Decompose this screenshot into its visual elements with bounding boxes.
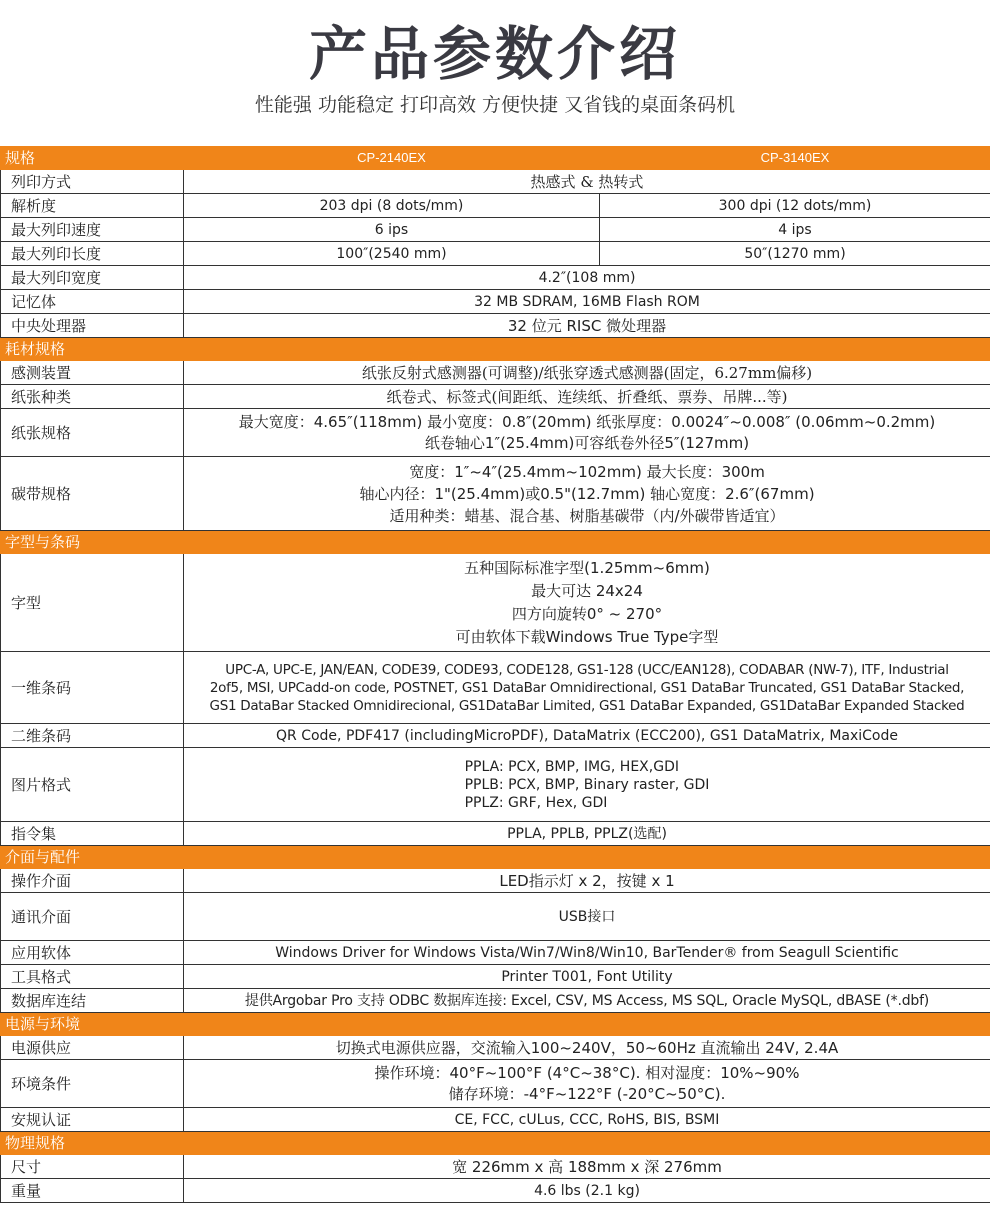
row-label: 记忆体 [1, 290, 184, 314]
section-header-fonts [1, 531, 990, 554]
row-label: 列印方式 [1, 170, 184, 194]
table-row [1, 1036, 990, 1060]
row-label: 最大列印长度 [1, 242, 184, 266]
row-value [184, 1060, 990, 1108]
row-value: 纸张反射式感测器(可调整)/纸张穿透式感测器(固定，6.27mm偏移) [184, 361, 990, 385]
row-label: 安规认证 [1, 1108, 184, 1132]
row-value: 4.6 lbs (2.1 kg) [184, 1179, 990, 1203]
table-row [1, 1060, 990, 1108]
section-title: 介面与配件 [1, 846, 990, 869]
row-value: QR Code, PDF417 (includingMicroPDF), DataMatrix (ECC200), GS1 DataMatrix, MaxiCode [184, 724, 990, 748]
table-row [1, 170, 990, 194]
header-model-b: CP-3140EX [600, 147, 990, 170]
row-line: 适用种类：蜡基、混合基、树脂基碳带（内/外碳带皆适宜） [389, 506, 785, 525]
table-row [1, 748, 990, 822]
row-label: 二维条码 [1, 724, 184, 748]
section-title: 耗材规格 [1, 338, 990, 361]
row-value [184, 457, 990, 531]
table-row [1, 242, 990, 266]
row-line: 操作环境：40°F~100°F (4°C~38°C). 相对湿度：10%~90% [374, 1063, 800, 1082]
row-value: 热感式 & 热转式 [184, 170, 990, 194]
page-subtitle: 性能强 功能稳定 打印高效 方便快捷 又省钱的桌面条码机 [254, 94, 736, 116]
table-row [1, 652, 990, 724]
table-row [1, 194, 990, 218]
row-line: PPLZ: GRF, Hex, GDI [464, 794, 608, 811]
row-label: 感测装置 [1, 361, 184, 385]
row-value: USB接口 [184, 893, 990, 941]
row-label: 指令集 [1, 822, 184, 846]
row-value: LED指示灯 x 2，按键 x 1 [184, 869, 990, 893]
section-header-physical [1, 1132, 990, 1155]
row-value-b: 50″(1270 mm) [600, 242, 990, 266]
row-value: Windows Driver for Windows Vista/Win7/Win8/Win10, BarTender® from Seagull Scientific [184, 941, 990, 965]
header-model-a: CP-2140EX [184, 147, 600, 170]
table-row [1, 457, 990, 531]
row-line: 轴心内径：1"(25.4mm)或0.5"(12.7mm) 轴心宽度：2.6″(67mm) [359, 484, 815, 503]
row-value [184, 748, 990, 822]
row-value-a: 203 dpi (8 dots/mm) [184, 194, 600, 218]
row-line: 宽度：1″~4″(25.4mm~102mm) 最大长度：300m [409, 462, 765, 481]
row-line: 储存环境：-4°F~122°F (-20°C~50°C). [448, 1084, 726, 1103]
row-label: 工具格式 [1, 965, 184, 989]
table-row [1, 724, 990, 748]
row-line: GS1 DataBar Stacked Omnidirecional, GS1DataBar Limited, GS1 DataBar Expanded, GS1DataBar Expanded Stacked [209, 697, 965, 714]
row-value [184, 652, 990, 724]
row-value [184, 554, 990, 652]
row-line: 2of5, MSI, UPCadd-on code, POSTNET, GS1 DataBar Omnidirectional, GS1 DataBar Truncated, GS1 DataBar Stacked, [209, 679, 965, 696]
row-label: 字型 [1, 554, 184, 652]
row-line: 四方向旋转0° ~ 270° [511, 604, 663, 623]
table-row [1, 941, 990, 965]
row-value-a: 100″(2540 mm) [184, 242, 600, 266]
row-line: UPC-A, UPC-E, JAN/EAN, CODE39, CODE93, CODE128, GS1-128 (UCC/EAN128), CODABAR (NW-7), ITF, Industrial [225, 661, 949, 678]
table-row [1, 893, 990, 941]
row-label: 操作介面 [1, 869, 184, 893]
table-row [1, 965, 990, 989]
row-label: 纸张种类 [1, 385, 184, 409]
row-value-a: 6 ips [184, 218, 600, 242]
row-line: 可由软体下载Windows True Type字型 [455, 627, 719, 646]
row-value: 切换式电源供应器，交流输入100~240V，50~60Hz 直流输出 24V, 2.4A [184, 1036, 990, 1060]
row-label: 最大列印宽度 [1, 266, 184, 290]
table-row [1, 409, 990, 457]
row-label: 数据库连结 [1, 989, 184, 1013]
table-row [1, 314, 990, 338]
row-label: 中央处理器 [1, 314, 184, 338]
header-label: 规格 [1, 147, 184, 170]
table-row [1, 1108, 990, 1132]
section-header-interface [1, 846, 990, 869]
row-line: 五种国际标准字型(1.25mm~6mm) [464, 558, 710, 577]
row-value: CE, FCC, cULus, CCC, RoHS, BIS, BSMI [184, 1108, 990, 1132]
row-label: 最大列印速度 [1, 218, 184, 242]
table-row [1, 869, 990, 893]
table-row [1, 989, 990, 1013]
row-value: 提供Argobar Pro 支持 ODBC 数据库连接: Excel, CSV, MS Access, MS SQL, Oracle MySQL, dBASE (*.dbf) [184, 989, 990, 1013]
row-line: 最大宽度：4.65″(118mm) 最小宽度：0.8″(20mm) 纸张厚度：0.0024″~0.008″ (0.06mm~0.2mm) [238, 412, 936, 431]
row-value: 纸卷式、标签式(间距纸、连续纸、折叠纸、票券、吊牌...等) [184, 385, 990, 409]
row-label: 图片格式 [1, 748, 184, 822]
row-value: 32 位元 RISC 微处理器 [184, 314, 990, 338]
row-value: PPLA, PPLB, PPLZ(选配) [184, 822, 990, 846]
row-label: 电源供应 [1, 1036, 184, 1060]
section-title: 物理规格 [1, 1132, 990, 1155]
section-title: 字型与条码 [1, 531, 990, 554]
table-row [1, 1155, 990, 1179]
table-row [1, 290, 990, 314]
section-title: 电源与环境 [1, 1013, 990, 1036]
row-value: 宽 226mm x 高 188mm x 深 276mm [184, 1155, 990, 1179]
row-value: Printer T001, Font Utility [184, 965, 990, 989]
row-label: 解析度 [1, 194, 184, 218]
row-label: 应用软体 [1, 941, 184, 965]
table-row [1, 385, 990, 409]
row-label: 重量 [1, 1179, 184, 1203]
row-line: 纸卷轴心1″(25.4mm)可容纸卷外径5″(127mm) [424, 433, 750, 452]
row-label: 一维条码 [1, 652, 184, 724]
spec-table [0, 146, 990, 1203]
table-row [1, 218, 990, 242]
table-row [1, 266, 990, 290]
table-row [1, 554, 990, 652]
section-header-consumables [1, 338, 990, 361]
row-line: 最大可达 24x24 [531, 581, 643, 600]
section-header-power [1, 1013, 990, 1036]
row-value: 4.2″(108 mm) [184, 266, 990, 290]
table-row [1, 822, 990, 846]
table-row [1, 1179, 990, 1203]
row-line: PPLA: PCX, BMP, IMG, HEX,GDI [464, 758, 679, 775]
row-line: PPLB: PCX, BMP, Binary raster, GDI [464, 776, 710, 793]
row-value-b: 4 ips [600, 218, 990, 242]
row-label: 尺寸 [1, 1155, 184, 1179]
table-header-row [1, 147, 990, 170]
table-row [1, 361, 990, 385]
row-value: 32 MB SDRAM, 16MB Flash ROM [184, 290, 990, 314]
row-label: 碳带规格 [1, 457, 184, 531]
page-title: 产品参数介绍 [308, 20, 681, 88]
row-value [184, 409, 990, 457]
row-label: 纸张规格 [1, 409, 184, 457]
row-label: 环境条件 [1, 1060, 184, 1108]
row-label: 通讯介面 [1, 893, 184, 941]
row-value-b: 300 dpi (12 dots/mm) [600, 194, 990, 218]
